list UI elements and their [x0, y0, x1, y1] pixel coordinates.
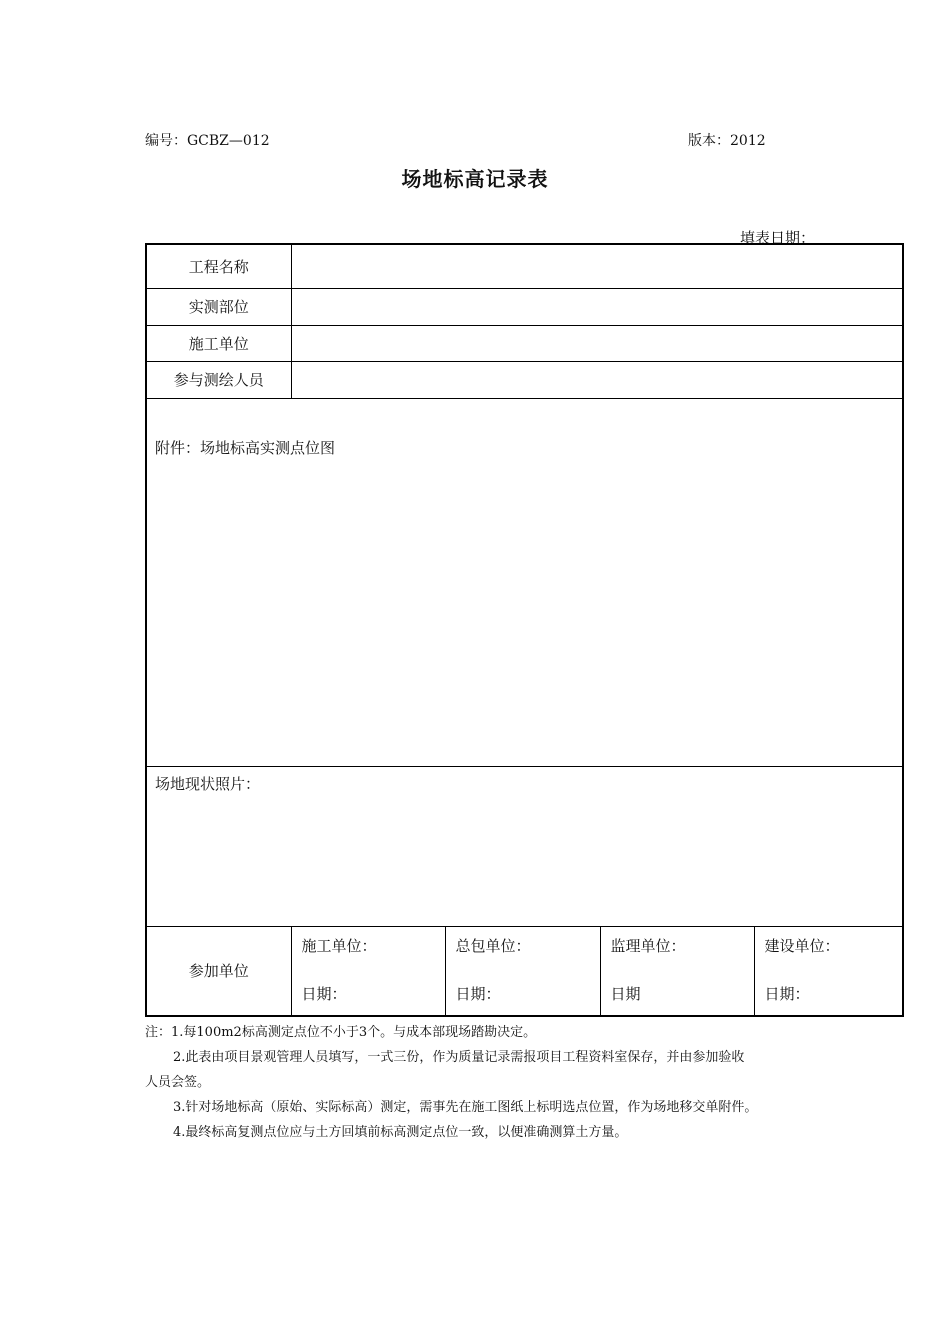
note-4: 4.最终标高复测点位应与土方回填前标高测定点位一致，以便准确测算土方量。	[173, 1125, 628, 1140]
record-form-table	[145, 243, 904, 1017]
row-surveyors	[146, 361, 903, 398]
unit-date: 日期：	[764, 984, 810, 1003]
surveyors-label: 参与测绘人员	[146, 361, 291, 398]
measured-part-field[interactable]	[291, 288, 903, 325]
photo-area[interactable]	[146, 766, 903, 926]
construction-unit-field[interactable]	[291, 325, 903, 361]
unit-date: 日期：	[301, 984, 347, 1003]
note-2-continued: 人员会签。	[145, 1075, 211, 1090]
row-measured-part	[146, 288, 903, 325]
row-construction-unit	[146, 325, 903, 361]
signature-cell-owner[interactable]	[754, 926, 903, 1016]
row-project-name	[146, 244, 903, 288]
fill-date-label: 填表日期：	[740, 229, 816, 247]
note-3: 3.针对场地标高（原始、实际标高）测定，需事先在施工图纸上标明选点位置，作为场地移交单附件。	[173, 1100, 758, 1115]
page-title: 场地标高记录表	[401, 167, 549, 191]
note-1: 注：1.每100m2标高测定点位不小于3个。与成本部现场踏勘决定。	[145, 1025, 537, 1040]
signature-cell-general-contractor[interactable]	[445, 926, 600, 1016]
photo-label: 场地现状照片：	[155, 774, 261, 793]
surveyors-field[interactable]	[291, 361, 903, 398]
row-participants	[146, 926, 903, 1016]
construction-unit-label: 施工单位	[146, 325, 291, 361]
signature-cell-construction[interactable]	[291, 926, 445, 1016]
project-name-field[interactable]	[291, 244, 903, 288]
row-attachment	[146, 398, 903, 766]
measured-part-label: 实测部位	[146, 288, 291, 325]
unit-name: 施工单位：	[301, 936, 377, 955]
document-code: 编号：GCBZ—012	[145, 133, 270, 149]
signature-cell-supervision[interactable]	[600, 926, 754, 1016]
participants-label: 参加单位	[146, 926, 291, 1016]
attachment-label: 附件：场地标高实测点位图	[155, 438, 336, 457]
unit-date: 日期	[610, 984, 641, 1003]
unit-name: 建设单位：	[764, 936, 840, 955]
document-version: 版本：2012	[688, 133, 766, 149]
project-name-label: 工程名称	[146, 244, 291, 288]
unit-name: 监理单位：	[610, 936, 686, 955]
attachment-area[interactable]	[146, 398, 903, 766]
row-photo	[146, 766, 903, 926]
note-2: 2.此表由项目景观管理人员填写，一式三份，作为质量记录需报项目工程资料室保存，并由参加验收	[173, 1050, 745, 1065]
unit-date: 日期：	[455, 984, 501, 1003]
notes-section	[145, 1020, 825, 1145]
unit-name: 总包单位：	[455, 936, 531, 955]
